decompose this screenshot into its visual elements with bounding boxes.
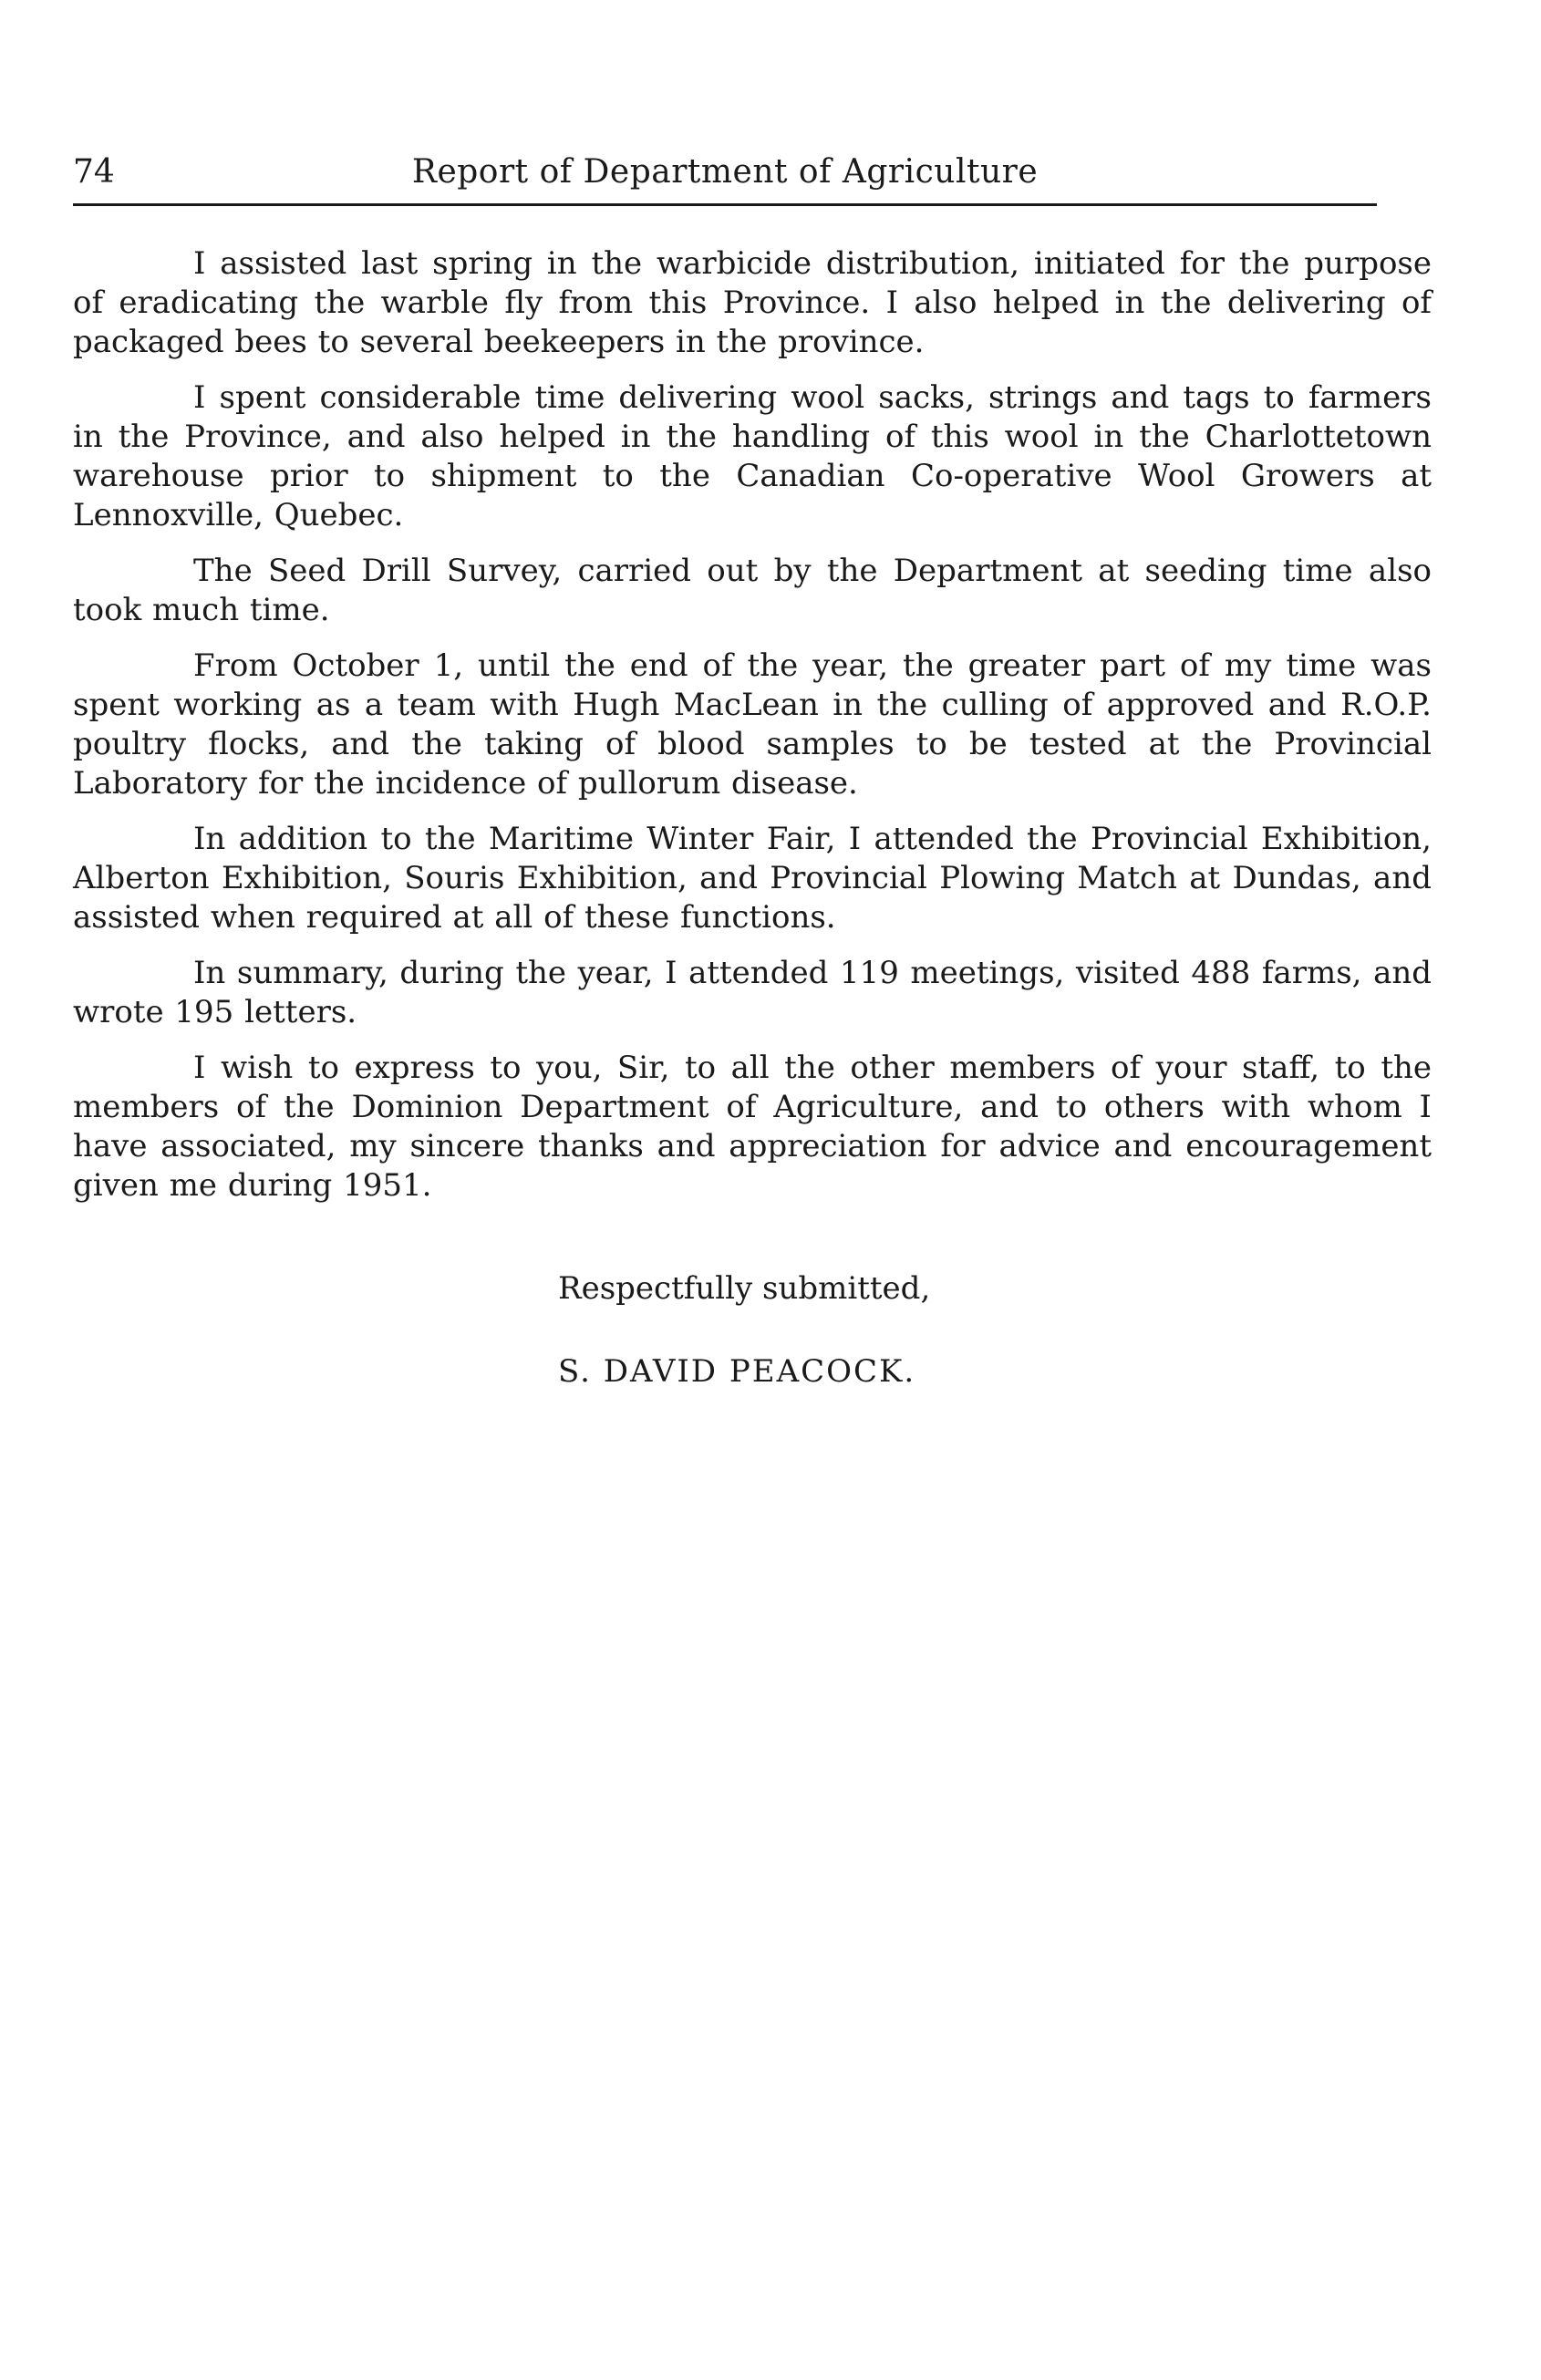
paragraph-wool: I spent considerable time delivering wool sacks, strings and tags to farmers in the Province, and also helped in the handling of this wool in the Charlottetown warehouse prior to shipment to the Canadian Co-operative Wool Growers at Lennoxville, Quebec. [73,379,1432,533]
closing-line: Respectfully submitted, [558,1270,931,1307]
paragraph-warbicide: I assisted last spring in the warbicide distribution, initiated for the purpose of eradicating the warble fly from this Province. I also helped in the delivering of packaged bees to several beekeepers in the province. [73,245,1432,360]
running-head: Report of Department of Agriculture [411,153,1039,191]
paragraph-exhibitions: In addition to the Maritime Winter Fair, I attended the Provincial Exhibition, Alberton Exhibition, Souris Exhibition, and Provincial Plowing Match at Dundas, and assisted when required at all of these functions. [73,821,1432,936]
page-header [73,150,1377,206]
paragraph-seed-drill: The Seed Drill Survey, carried out by the Department at seeding time also took much time. [73,553,1432,628]
paragraph-thanks: I wish to express to you, Sir, to all the other members of your staff, to the members of the Dominion Department of Agriculture, and to others with whom I have associated, my sincere thanks and appreciation for advice and encouragement given me during 1951. [73,1050,1432,1204]
signature: S. DAVID PEACOCK. [558,1353,916,1390]
page-number: 74 [73,153,115,191]
paragraph-poultry: From October 1, until the end of the year, the greater part of my time was spent working as a team with Hugh MacLean in the culling of approved and R.O.P. poultry flocks, and the taking of blood samples to be tested at the Provincial Laboratory for the incidence of pullorum disease. [73,647,1432,802]
paragraph-summary: In summary, during the year, I attended 119 meetings, visited 488 farms, and wrote 195 letters. [73,955,1432,1030]
body-text [73,244,1432,1222]
